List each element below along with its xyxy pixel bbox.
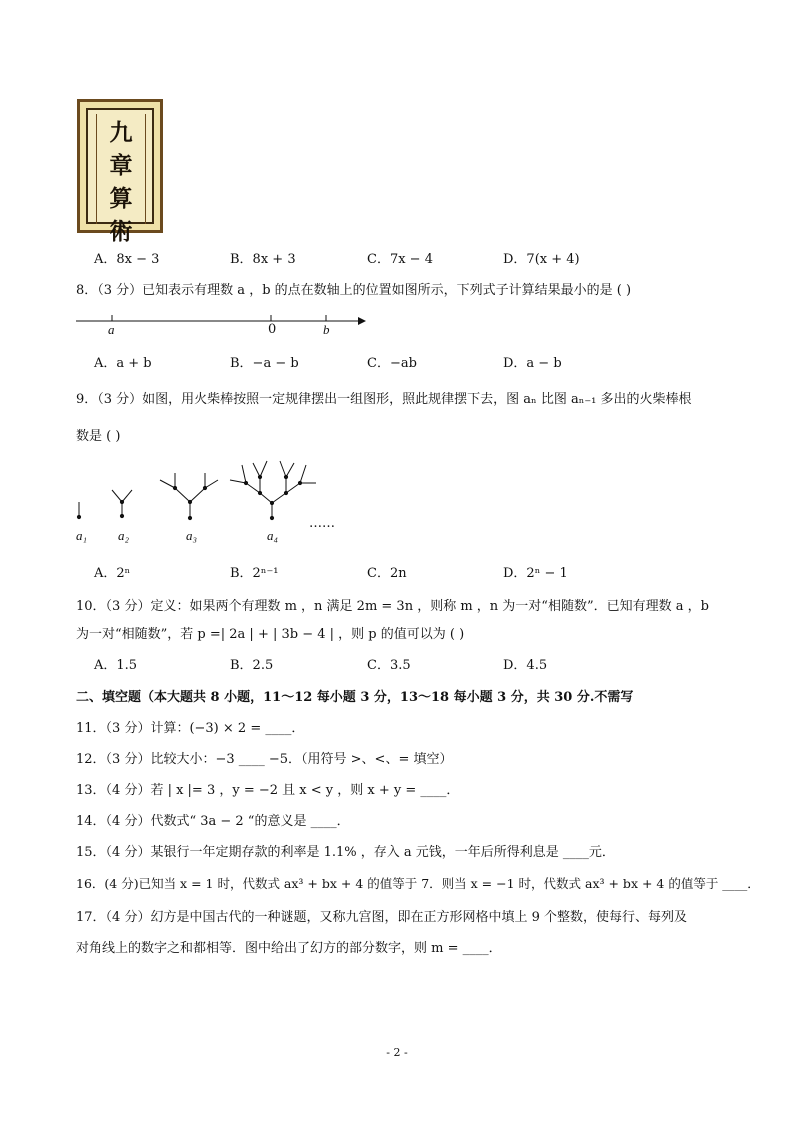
q10-option-b: B．2.5: [230, 658, 274, 673]
q8-option-d: D．a − b: [503, 356, 562, 371]
q16-text: 16．(4 分)已知当 x = 1 时，代数式 ax³ + bx + 4 的值等于 7．则当 x = −1 时，代数式 ax³ + bx + 4 的值等于 ____．: [76, 876, 760, 891]
q13-text: 13．（4 分）若 | x |= 3 ，y = −2 且 x < y ，则 x + y = ____．: [76, 783, 460, 798]
q14-text: 14．（4 分）代数式“ 3a − 2 “的意义是 ____．: [76, 814, 350, 829]
q17-text-line1: 17．（4 分）幻方是中国古代的一种谜题，又称九宫图，即在正方形网格中填上 9 个整数，使每行、每列及: [76, 910, 687, 925]
q17-text-line2: 对角线上的数字之和都相等．图中给出了幻方的部分数字，则 m = ____．: [76, 941, 502, 956]
q9-option-d: D．2ⁿ − 1: [503, 566, 568, 581]
q9-fig-label-a4: a₄: [267, 528, 279, 543]
q9-option-a: A．2ⁿ: [94, 566, 131, 581]
q8-option-a: A．a + b: [94, 356, 152, 371]
q9-fig-label-a2: a₂: [118, 528, 130, 543]
book-title-char: 章: [109, 152, 133, 179]
q10-stem-line1: 10．（3 分）定义：如果两个有理数 m ，n 满足 2m = 3n ，则称 m ，n 为一对“相随数”．已知有理数 a ，b: [76, 599, 709, 614]
q7-option-d: D．7(x + 4): [503, 252, 580, 267]
q10-stem-line2: 为一对“相随数”，若 p =| 2a | + | 3b − 4 | ，则 p 的值可以为 ( ): [76, 627, 465, 642]
q10-option-d: D．4.5: [503, 658, 548, 673]
q8-stem: 8．（3 分）已知表示有理数 a ，b 的点在数轴上的位置如图所示，下列式子计算结果最小的是 ( ): [76, 283, 632, 298]
book-title-char: 九: [109, 119, 133, 146]
q12-text: 12．（3 分）比较大小：−3 ____ −5．（用符号 >、<、= 填空）: [76, 752, 453, 767]
q7-option-a: A．8x − 3: [94, 252, 160, 267]
section-2-heading: 二、填空题（本大题共 8 小题，11～12 每小题 3 分，13～18 每小题 3 分，共 30 分.不需写: [76, 690, 634, 705]
q8-option-c: C．−ab: [367, 356, 417, 371]
q10-option-a: A．1.5: [94, 658, 138, 673]
q8-option-b: B．−a − b: [230, 356, 299, 371]
q11-text: 11．（3 分）计算：(−3) × 2 = ____．: [76, 721, 305, 736]
q15-text: 15．（4 分）某银行一年定期存款的利率是 1.1% ，存入 a 元钱，一年后所得利息是 ____元．: [76, 845, 615, 860]
page-number: - 2 -: [386, 1046, 408, 1059]
q10-option-c: C．3.5: [367, 658, 411, 673]
q9-stem-line1: 9．（3 分）如图，用火柴棒按照一定规律摆出一组图形，照此规律摆下去，图 aₙ 比图 aₙ₋₁ 多出的火柴棒根: [76, 392, 692, 407]
q9-option-c: C．2n: [367, 566, 407, 581]
book-title-char: 術: [109, 218, 133, 245]
q8-axis-label-zero: 0: [268, 322, 277, 337]
q9-option-b: B．2ⁿ⁻¹: [230, 566, 279, 581]
q7-option-b: B．8x + 3: [230, 252, 296, 267]
q8-axis-label-b: b: [323, 322, 330, 337]
book-cover-image: [77, 99, 163, 245]
q9-fig-label-a1: a₁: [76, 528, 88, 543]
q9-ellipsis: ……: [309, 516, 335, 531]
q7-option-c: C．7x − 4: [367, 252, 433, 267]
q9-matchstick-figures: [70, 455, 330, 525]
q8-axis-label-a: a: [108, 322, 115, 337]
book-title-char: 算: [109, 185, 133, 212]
q9-fig-label-a3: a₃: [186, 528, 198, 543]
q9-stem-line2: 数是 ( ): [76, 429, 121, 444]
